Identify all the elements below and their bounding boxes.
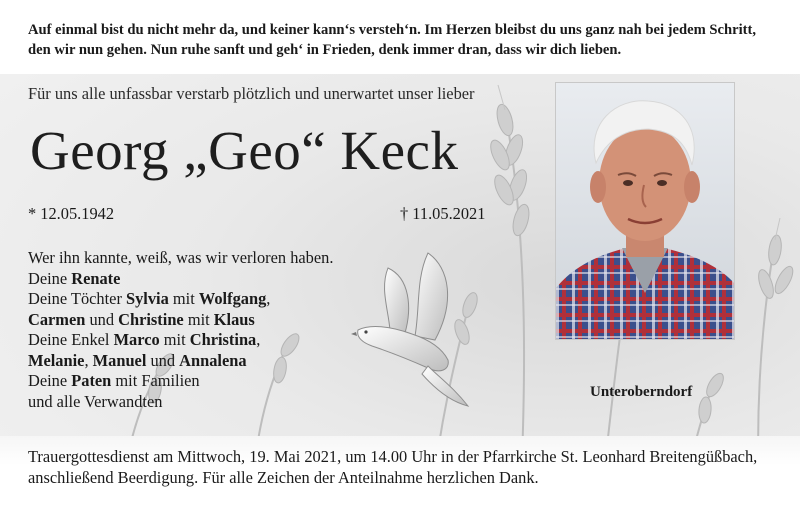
- mourner-line: [28, 248, 358, 269]
- mourner-name: Manuel: [92, 350, 147, 370]
- portrait-illustration: [556, 83, 734, 339]
- mourner-line: [28, 351, 358, 372]
- mourner-text: ,: [256, 330, 261, 349]
- dove-icon: [350, 248, 480, 413]
- mourner-text: und: [146, 350, 180, 370]
- birth-date: * 12.05.1942: [28, 204, 115, 223]
- mourner-name: Sylvia: [126, 289, 169, 308]
- mourners-list: [28, 248, 358, 412]
- mourner-text: Deine: [28, 371, 72, 390]
- mourner-name: Wolfgang: [198, 289, 267, 308]
- deceased-name: Georg „Geo“ Keck: [30, 120, 459, 181]
- service-line-2: anschließend Beerdigung. Für alle Zeichen der Anteilnahme herzlichen Dank.: [28, 467, 539, 487]
- portrait-photo: [555, 82, 735, 340]
- place-name: Unteroberndorf: [590, 384, 693, 400]
- funeral-service-text: [28, 447, 788, 488]
- mourner-text: und alle Verwandten: [28, 391, 163, 411]
- intro-text: Für uns alle unfassbar verstarb plötzlich und unerwartet unser lieber: [28, 84, 475, 103]
- service-line-1: Trauergottesdienst am Mittwoch, 19. Mai 2021, um 14.00 Uhr in der Pfarrkirche St. Leonhard Breitengüßbach,: [28, 447, 758, 466]
- mourner-text: Deine: [28, 268, 72, 288]
- mourner-line: [28, 269, 358, 290]
- mourner-text: mit Familien: [111, 371, 200, 390]
- motto-verse: [28, 20, 768, 60]
- mourner-text: Deine Enkel: [28, 330, 114, 349]
- mourner-text: Wer ihn kannte, weiß, was wir verloren haben.: [28, 248, 334, 267]
- motto-line-2: den wir nun gehen. Nun ruhe sanft und geh‘ in Frieden, denk immer dran, dass wir dich lieben.: [28, 42, 622, 58]
- mourner-text: mit: [168, 289, 199, 308]
- mourner-name: Annalena: [179, 350, 247, 370]
- motto-line-1: Auf einmal bist du nicht mehr da, und keiner kann‘s versteh‘n. Im Herzen bleibst du uns ganz nah bei jedem Schritt,: [28, 22, 757, 38]
- mourner-name: Christine: [118, 309, 184, 329]
- mourner-text: ,: [266, 289, 271, 308]
- mourner-text: Deine Töchter: [28, 289, 126, 308]
- mourner-name: Christina: [189, 330, 257, 349]
- mourner-text: ,: [84, 350, 93, 370]
- mourner-name: Renate: [71, 268, 121, 288]
- mourner-line: [28, 371, 358, 392]
- mourner-name: Marco: [113, 330, 160, 349]
- mourner-text: mit: [159, 330, 190, 349]
- mourner-name: Paten: [71, 371, 112, 390]
- mourner-name: Carmen: [28, 309, 86, 329]
- mourner-line: [28, 289, 358, 310]
- mourner-line: [28, 330, 358, 351]
- mourner-name: Melanie: [28, 350, 85, 370]
- mourner-name: Klaus: [213, 309, 255, 329]
- mourner-line: [28, 310, 358, 331]
- mourner-line: [28, 392, 358, 413]
- death-date: † 11.05.2021: [400, 204, 486, 223]
- mourner-text: und: [85, 309, 119, 329]
- mourner-text: mit: [183, 309, 214, 329]
